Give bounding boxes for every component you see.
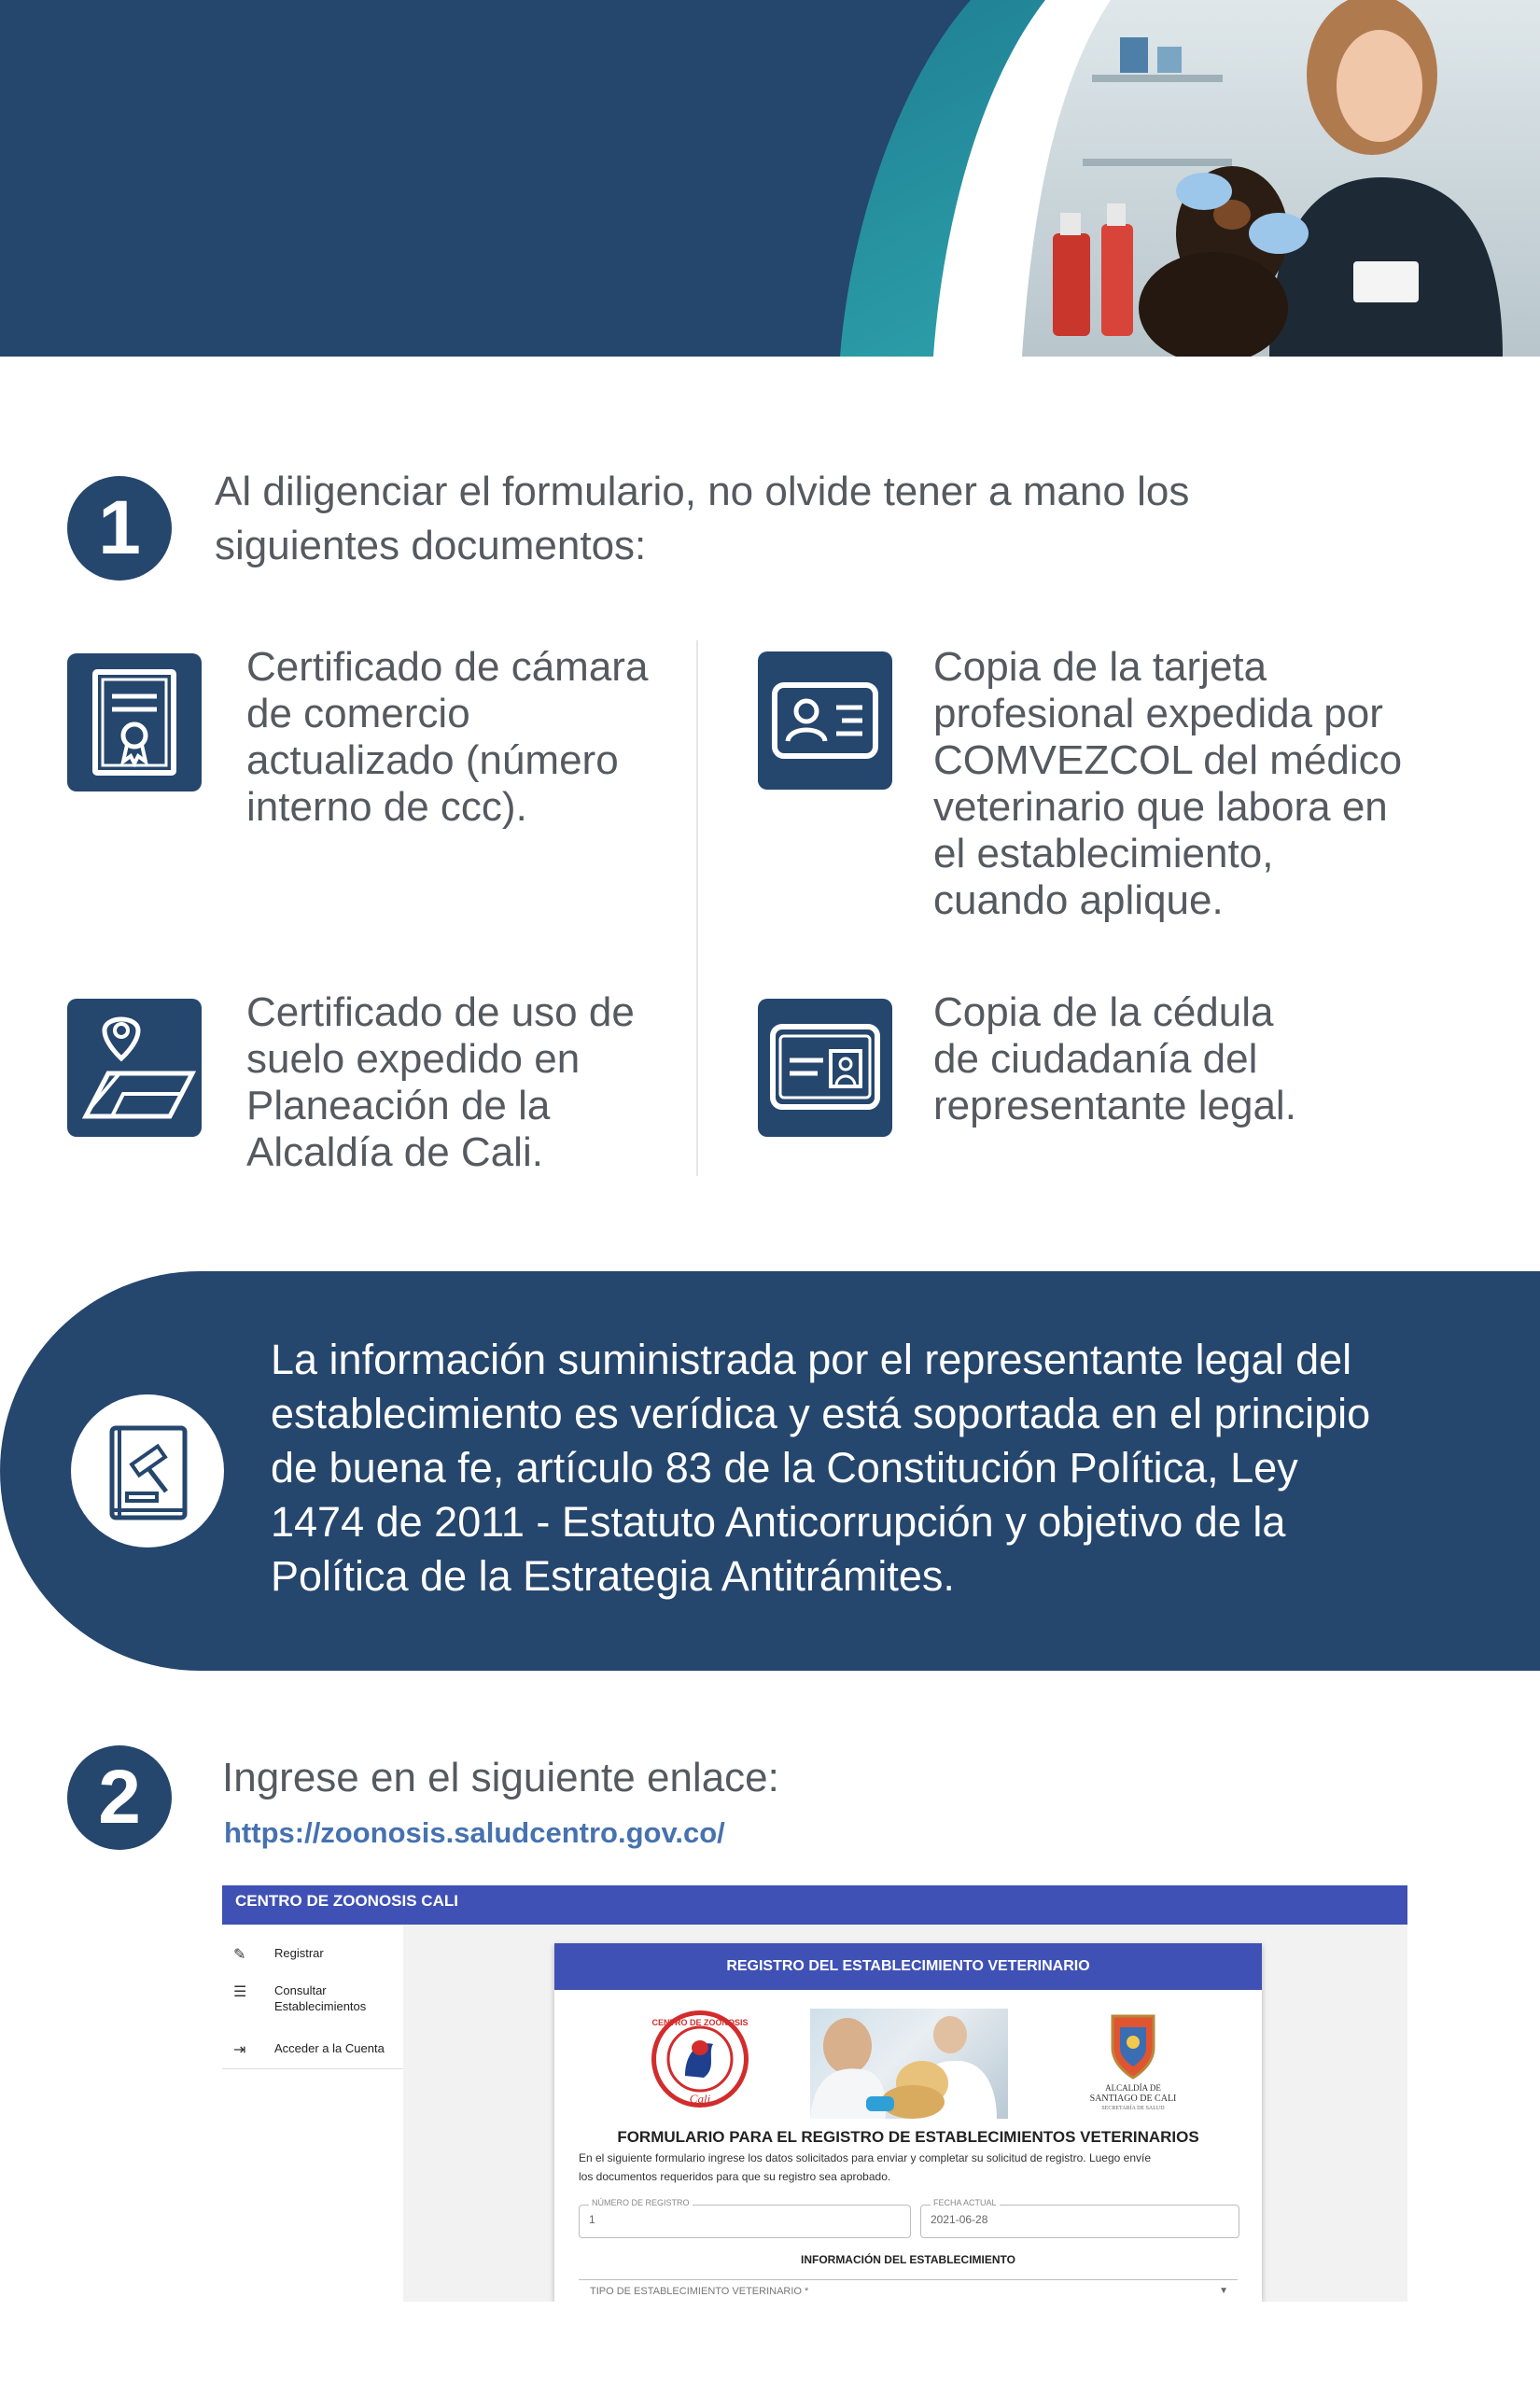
legal-line: 1474 de 2011 - Estatuto Anticorrupción y objetivo de la xyxy=(271,1498,1286,1546)
menu-label: Registrar xyxy=(274,1946,324,1960)
doc-1-line: Certificado de cámara xyxy=(246,644,649,690)
menu-label: Acceder a la Cuenta xyxy=(274,2041,385,2055)
doc-2-line: profesional expedida por xyxy=(933,691,1383,736)
step-1-instruction xyxy=(215,465,1428,573)
doc-4-line: representante legal. xyxy=(933,1083,1296,1128)
certificate-icon xyxy=(67,653,202,791)
step-2-instruction: Ingrese en el siguiente enlace: xyxy=(222,1755,779,1800)
alcaldia-caption xyxy=(1068,2083,1198,2113)
doc-2-line: cuando aplique. xyxy=(933,877,1224,923)
doc-2-line: veterinario que labora en xyxy=(933,784,1388,830)
menu-item-acceder[interactable] xyxy=(233,2040,401,2059)
step-1-line-1: Al diligenciar el formulario, no olvide tener a mano los xyxy=(215,469,1190,514)
establishment-type-select[interactable] xyxy=(579,2279,1238,2302)
app-title: CENTRO DE ZOONOSIS CALI xyxy=(235,1892,458,1910)
doc-3-line: Certificado de uso de xyxy=(246,989,635,1035)
doc-1-line: interno de ccc). xyxy=(246,784,527,830)
doc-2-line: Copia de la tarjeta xyxy=(933,644,1267,690)
alcaldia-logo xyxy=(1068,2010,1198,2119)
header-banner xyxy=(0,0,1540,357)
form-description xyxy=(579,2149,1238,2186)
field-label: NÚMERO DE REGISTRO xyxy=(589,2198,693,2207)
alcaldia-line: SANTIAGO DE CALI xyxy=(1089,2094,1177,2104)
alcaldia-line: SECRETARÍA DE SALUD xyxy=(1101,2106,1165,2111)
zoonosis-link[interactable]: https://zoonosis.saludcentro.gov.co/ xyxy=(224,1816,725,1849)
step-number-1: 1 xyxy=(67,476,172,581)
pencil-icon: ✎ xyxy=(233,1947,246,1963)
professional-card-icon xyxy=(758,651,892,790)
legal-line: establecimiento es verídica y está soportada en el principio xyxy=(271,1390,1371,1437)
menu-label xyxy=(274,1982,366,2014)
form-desc-line: los documentos requeridos para que su registro sea aprobado. xyxy=(579,2170,891,2183)
doc-4-line: Copia de la cédula xyxy=(933,989,1274,1035)
header-graphic xyxy=(0,0,1540,357)
card-header: REGISTRO DEL ESTABLECIMIENTO VETERINARIO xyxy=(554,1943,1262,1990)
app-bar xyxy=(222,1885,1407,1925)
alcaldia-line: ALCALDÍA DE xyxy=(1105,2083,1161,2093)
menu-item-registrar[interactable] xyxy=(233,1945,401,1964)
land-use-map-icon xyxy=(67,999,202,1137)
doc-3-line: suelo expedido en xyxy=(246,1036,581,1082)
legal-line: Política de la Estrategia Antitrámites. xyxy=(271,1552,955,1600)
document-2-text xyxy=(933,644,1512,924)
column-divider xyxy=(696,640,698,1176)
login-icon: ⇥ xyxy=(233,2042,246,2058)
doc-2-line: COMVEZCOL del médico xyxy=(933,737,1403,783)
law-book-gavel-icon xyxy=(71,1394,224,1548)
document-4-text xyxy=(933,989,1512,1129)
document-3-text xyxy=(246,989,676,1176)
registration-number-field[interactable] xyxy=(579,2198,911,2238)
registration-card xyxy=(554,1943,1262,2302)
select-label: TIPO DE ESTABLECIMIENTO VETERINARIO * xyxy=(590,2286,809,2297)
doc-1-line: de comercio xyxy=(246,691,470,736)
id-card-icon xyxy=(758,999,892,1137)
field-label: FECHA ACTUAL xyxy=(931,2198,1000,2207)
logo-script-text: Cali xyxy=(689,2092,711,2106)
menu-label-line: Consultar xyxy=(274,1983,327,1997)
current-date-field[interactable] xyxy=(920,2198,1239,2238)
doc-4-line: de ciudadanía del xyxy=(933,1036,1258,1082)
menu-item-consultar[interactable] xyxy=(233,1982,401,2020)
field-value: 1 xyxy=(589,2213,595,2226)
legal-line: La información suministrada por el representante legal del xyxy=(271,1336,1352,1383)
form-title: FORMULARIO PARA EL REGISTRO DE ESTABLECIMIENTOS VETERINARIOS xyxy=(617,2128,1199,2146)
chevron-down-icon: ▼ xyxy=(1219,2286,1228,2296)
list-icon: ☰ xyxy=(233,1984,247,2000)
doc-3-line: Alcaldía de Cali. xyxy=(246,1129,543,1175)
doc-1-line: actualizado (número xyxy=(246,737,619,783)
logo-ring-text: CENTRO DE ZOONOSIS xyxy=(651,2018,749,2027)
legal-line: de buena fe, artículo 83 de la Constitución Política, Ley xyxy=(271,1444,1298,1492)
website-screenshot xyxy=(222,1885,1407,2302)
field-value: 2021-06-28 xyxy=(931,2213,988,2226)
doc-3-line: Planeación de la xyxy=(246,1083,551,1128)
menu-label-line: Establecimientos xyxy=(274,1999,367,2013)
zoonosis-logo xyxy=(651,2010,749,2108)
step-1-line-2: siguientes documentos: xyxy=(215,523,647,568)
vet-photo xyxy=(810,2009,1008,2119)
legal-notice-text xyxy=(271,1333,1484,1604)
step-number-2: 2 xyxy=(67,1745,172,1850)
document-1-text xyxy=(246,644,676,831)
menu-separator xyxy=(222,2068,403,2069)
section-title: INFORMACIÓN DEL ESTABLECIMIENTO xyxy=(800,2253,1015,2266)
form-desc-line: En el siguiente formulario ingrese los datos solicitados para enviar y completar su solicitud de registro. Luego envíe xyxy=(579,2151,1151,2164)
side-menu xyxy=(222,1925,403,2302)
doc-2-line: el establecimiento, xyxy=(933,831,1274,876)
